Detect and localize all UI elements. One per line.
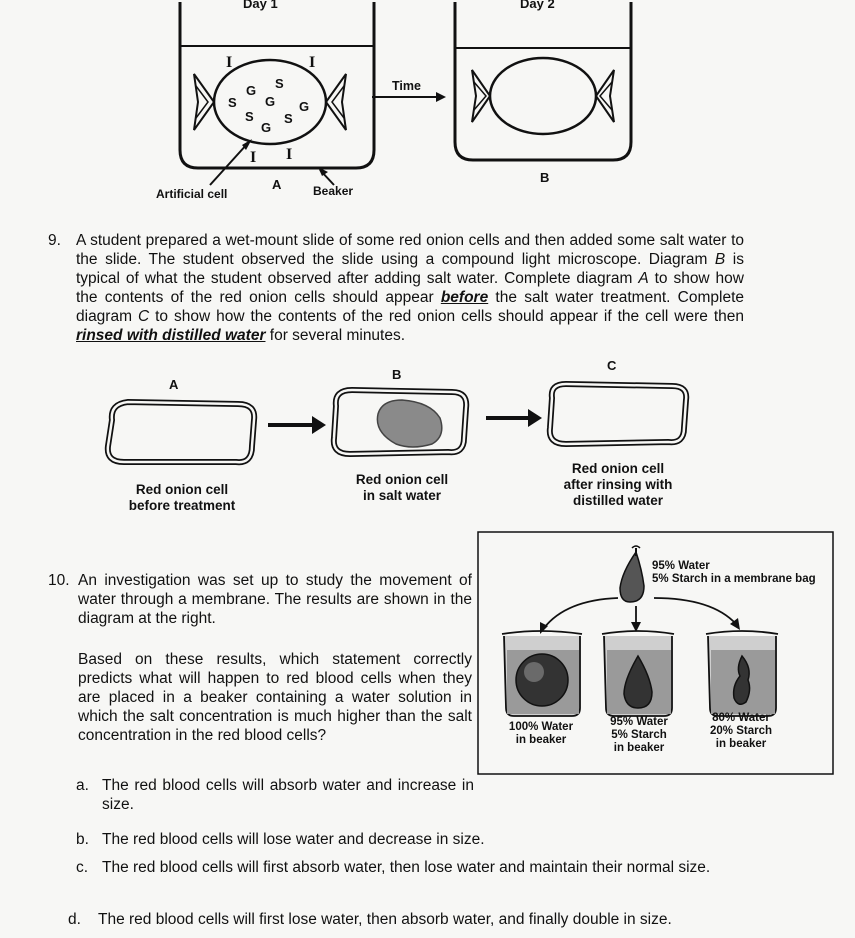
choice-a-letter: a. [76,777,89,794]
glucose-g-4: G [261,120,272,135]
choice-d-text[interactable]: The red blood cells will first lose water, then absorb water, and finally double in size. [98,911,672,928]
cell-c-letter: C [607,358,617,373]
q10-prompt: Based on these results, which statement correctly predicts what will happen to red blood cells when they are placed in a beaker containing a water solution in which the salt concentration is much higher than the salt concentration in the red blood cells? [78,651,472,744]
onion-cell-c [550,384,686,444]
starch-s-2: S [228,95,237,110]
cell-a-letter: A [169,377,179,392]
arrow-to-beaker-3 [654,598,736,624]
choice-d-letter: d. [68,911,81,928]
artificial-cell-label: Artificial cell [156,187,228,201]
label-a: A [272,177,282,192]
q10-intro: An investigation was set up to study the movement of water through a membrane. The results are shown in the diagram at the right. [78,572,472,627]
starch-s-1: S [275,76,284,91]
time-label: Time [392,79,421,93]
choice-b-text[interactable]: The red blood cells will lose water and decrease in size. [102,831,485,848]
ion-i-3: I [250,149,257,166]
q9-number: 9. [48,232,61,249]
cell-a-right-tie [326,74,346,130]
membrane-bag [620,552,644,602]
beaker-1-label: 100% Water in beaker [508,721,574,746]
ion-i-1: I [226,54,233,71]
shrunken-contents [377,400,441,447]
cell-a-caption: Red onion cell before treatment [128,482,236,513]
ion-i-2: I [309,54,316,71]
q9-text: A student prepared a wet-mount slide of some red onion cells and then added some salt water to the slide. The student observed the slide using a compound light microscope. Diagram B is typical of what the student observed after adding salt water. Complete diagram A to show how the contents of the red onion cells should appear before the salt water treatment. Complete diagram C to show how the contents of the red onion cells should appear if the cell were then rinsed with distilled water for several minutes. [76,232,745,344]
ion-i-4: I [286,146,293,163]
cell-c-caption: Red onion cell after rinsing with distilled water [563,461,673,508]
choice-b-letter: b. [76,831,89,848]
label-b: B [540,170,550,185]
beaker-b [455,2,631,160]
choice-a-text[interactable]: The red blood cells will absorb water and increase in size. [102,777,474,813]
onion-cell-a [108,402,254,462]
day1-label: Day 1 [243,0,278,11]
swollen-bag [516,654,568,706]
starch-s-3: S [245,109,254,124]
day2-label: Day 2 [520,0,555,11]
cell-a-left-tie [194,74,214,130]
bag-label: 95% Water 5% Starch in a membrane bag [652,560,816,585]
choice-c-text[interactable]: The red blood cells will first absorb water, then lose water and maintain their normal size. [102,859,711,876]
beaker-label: Beaker [313,184,354,198]
glucose-g-1: G [246,83,257,98]
beaker-2-label: 95% Water 5% Starch in beaker [610,716,668,754]
cell-b-caption: Red onion cell in salt water [355,472,449,503]
beaker-3-label: 80% Water 20% Starch in beaker [709,712,772,750]
glucose-g-3: G [299,99,310,114]
artificial-cell-b [490,58,596,134]
starch-s-4: S [284,111,293,126]
q10-number: 10. [48,572,70,589]
arrow-to-beaker-1 [544,598,618,628]
choice-c-letter: c. [76,859,89,876]
cell-b-letter: B [392,367,402,382]
glucose-g-2: G [265,94,276,109]
